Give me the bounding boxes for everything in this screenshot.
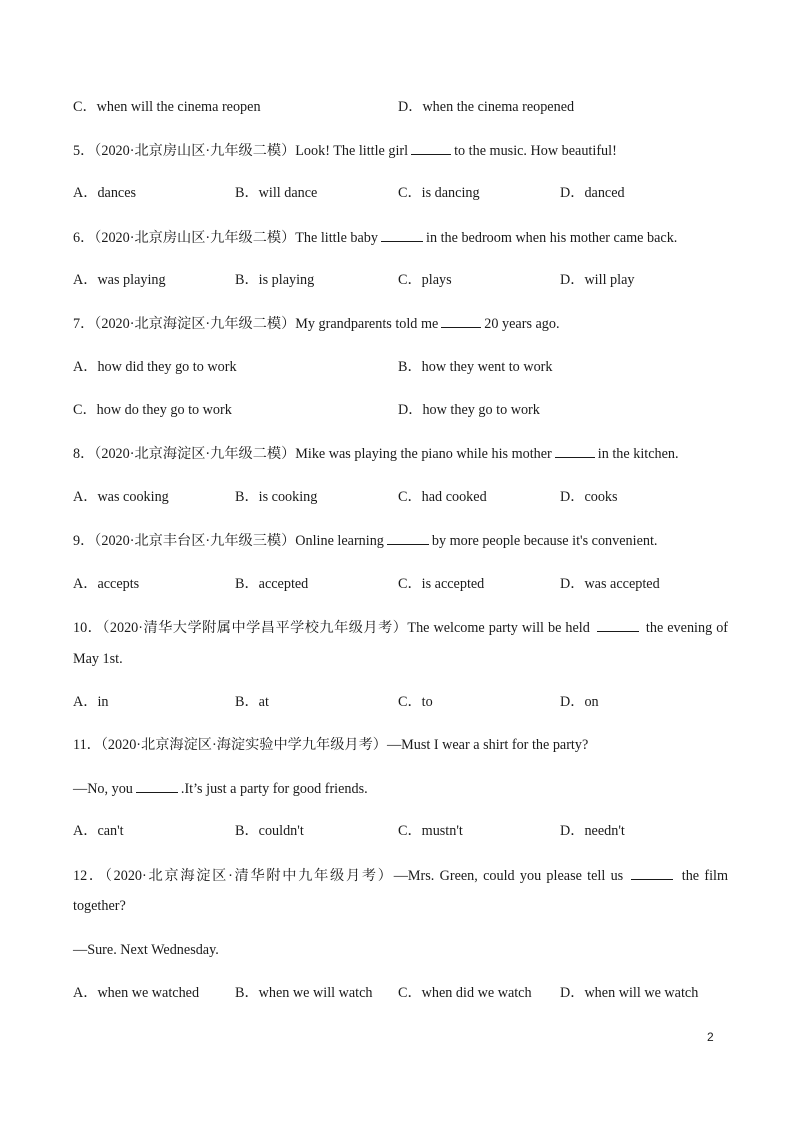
q9-option-b: B．accepted: [235, 576, 309, 592]
q9-option-c: C．is accepted: [398, 576, 485, 592]
q12-stem: 12．（2020·北京海淀区·清华附中九年级月考）—Mrs. Green, could you please tell us the film: [73, 865, 728, 886]
q6-option-a: A．was playing: [73, 272, 166, 288]
q11-reply: —No, you .It’s just a party for good friends.: [73, 778, 368, 799]
q6-option-c: C．plays: [398, 272, 452, 288]
page-number: 2: [707, 1030, 714, 1044]
q5-option-a: A．dances: [73, 185, 137, 201]
answer-blank: [381, 227, 423, 242]
q6-option-d: D．will play: [560, 272, 635, 288]
q8-stem: 8．（2020·北京海淀区·九年级二模）Mike was playing the piano while his mother in the kitchen.: [73, 443, 679, 464]
q12-option-b: B．when we will watch: [235, 985, 373, 1001]
q6-stem: 6．（2020·北京房山区·九年级二模）The little baby in the bedroom when his mother came back.: [73, 227, 677, 248]
q12-option-d: D．when will we watch: [560, 985, 699, 1001]
answer-blank: [411, 140, 451, 155]
q11-option-b: B．couldn't: [235, 823, 304, 839]
q4-option-d: D．when the cinema reopened: [398, 99, 575, 115]
q9-option-a: A．accepts: [73, 576, 140, 592]
answer-blank: [555, 443, 595, 458]
q11-option-c: C．mustn't: [398, 823, 463, 839]
q7-option-d: D．how they go to work: [398, 402, 540, 418]
q9-option-d: D．was accepted: [560, 576, 660, 592]
q9-stem: 9．（2020·北京丰台区·九年级三模）Online learning by more people because it's convenient.: [73, 530, 657, 551]
q11-stem: 11．（2020·北京海淀区·海淀实验中学九年级月考）—Must I wear a shirt for the party?: [73, 737, 589, 753]
q5-option-b: B．will dance: [235, 185, 318, 201]
answer-blank: [387, 530, 429, 545]
q7-option-a: A．how did they go to work: [73, 359, 237, 375]
q12-option-a: A．when we watched: [73, 985, 200, 1001]
q8-option-b: B．is cooking: [235, 489, 318, 505]
q7-stem: 7．（2020·北京海淀区·九年级二模）My grandparents told me 20 years ago.: [73, 313, 560, 334]
q10-option-b: B．at: [235, 694, 269, 710]
q5-option-c: C．is dancing: [398, 185, 480, 201]
q11-option-d: D．needn't: [560, 823, 625, 839]
q10-option-a: A．in: [73, 694, 109, 710]
q6-option-b: B．is playing: [235, 272, 315, 288]
q12-stem-line2: together?: [73, 898, 126, 914]
q8-option-d: D．cooks: [560, 489, 618, 505]
q8-option-a: A．was cooking: [73, 489, 169, 505]
answer-blank: [597, 617, 639, 632]
q12-reply: —Sure. Next Wednesday.: [73, 942, 219, 958]
q7-option-b: B．how they went to work: [398, 359, 553, 375]
answer-blank: [441, 313, 481, 328]
q4-option-c: C．when will the cinema reopen: [73, 99, 261, 115]
q5-option-d: D．danced: [560, 185, 625, 201]
q10-stem-line2: May 1st.: [73, 651, 123, 667]
q8-option-c: C．had cooked: [398, 489, 487, 505]
answer-blank: [136, 778, 178, 793]
q7-option-c: C．how do they go to work: [73, 402, 232, 418]
q5-stem: 5．（2020·北京房山区·九年级二模）Look! The little girl to the music. How beautiful!: [73, 140, 617, 161]
q10-option-d: D．on: [560, 694, 599, 710]
q10-stem: 10．（2020·清华大学附属中学昌平学校九年级月考）The welcome party will be held the evening of: [73, 617, 728, 638]
q12-option-c: C．when did we watch: [398, 985, 532, 1001]
answer-blank: [631, 865, 673, 880]
q10-option-c: C．to: [398, 694, 433, 710]
q11-option-a: A．can't: [73, 823, 124, 839]
